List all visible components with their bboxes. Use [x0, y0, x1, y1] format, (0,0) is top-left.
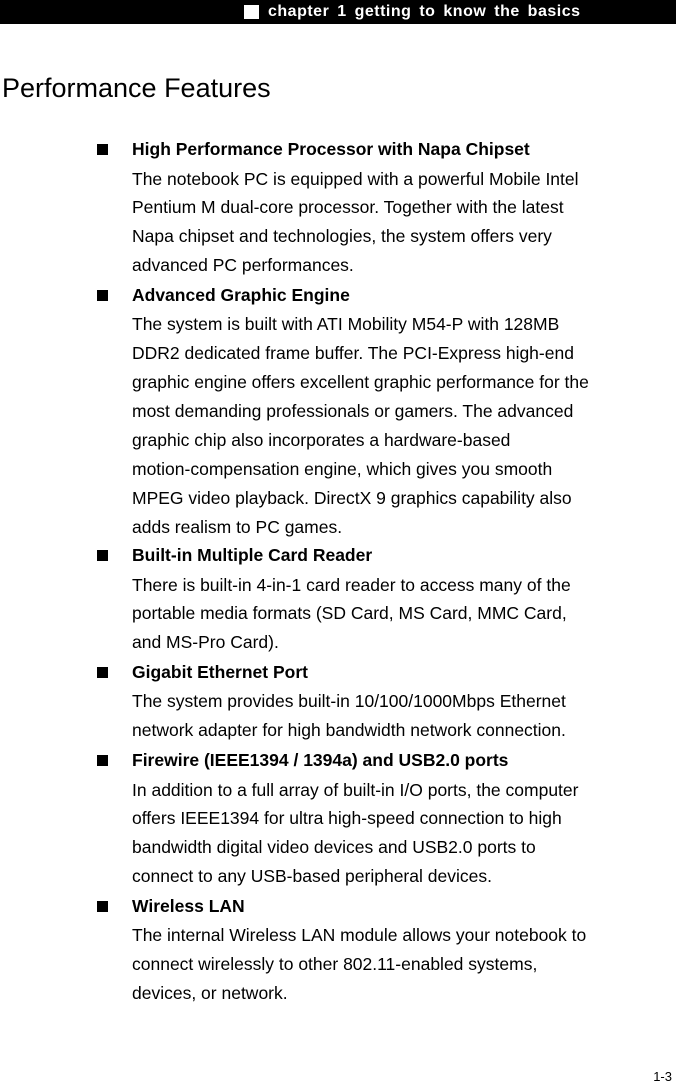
square-bullet-icon — [97, 755, 108, 766]
feature-description-line: network adapter for high bandwidth network connection. — [132, 720, 566, 740]
feature-description-line: In addition to a full array of built-in I/O ports, the computer — [132, 780, 579, 800]
feature-description-line: portable media formats (SD Card, MS Card, MMC Card, — [132, 603, 567, 623]
feature-description-line: MPEG video playback. DirectX 9 graphics capability also — [132, 488, 572, 508]
feature-title: Gigabit Ethernet Port — [132, 662, 308, 682]
feature-description-line: advanced PC performances. — [132, 255, 354, 275]
feature-title: Built-in Multiple Card Reader — [132, 545, 373, 565]
feature-description-line: offers IEEE1394 for ultra high-speed connection to high — [132, 808, 562, 828]
feature-description-line: DDR2 dedicated frame buffer. The PCI-Express high-end — [132, 343, 574, 363]
chapter-header-bar — [0, 0, 676, 24]
feature-title: Firewire (IEEE1394 / 1394a) and USB2.0 ports — [132, 750, 509, 770]
feature-description-line: and MS-Pro Card). — [132, 632, 279, 652]
square-bullet-icon — [97, 550, 108, 561]
square-bullet-icon — [97, 290, 108, 301]
feature-description-line: bandwidth digital video devices and USB2.0 ports to — [132, 837, 536, 857]
square-bullet-icon — [97, 144, 108, 155]
feature-description-line: most demanding professionals or gamers. The advanced — [132, 401, 574, 421]
feature-description-line: The notebook PC is equipped with a powerful Mobile Intel — [132, 169, 579, 189]
chapter-label: chapter 1 getting to know the basics — [268, 3, 581, 20]
feature-description-line: devices, or network. — [132, 983, 288, 1003]
feature-description-line: There is built-in 4-in-1 card reader to access many of the — [132, 575, 571, 595]
feature-description-line: Napa chipset and technologies, the system offers very — [132, 226, 552, 246]
page-number: 1-3 — [653, 1069, 672, 1084]
feature-title: Wireless LAN — [132, 896, 245, 916]
feature-title: Advanced Graphic Engine — [132, 285, 350, 305]
page-title: Performance Features — [2, 73, 271, 103]
feature-description-line: motion-compensation engine, which gives you smooth — [132, 459, 553, 479]
feature-description-line: The system provides built-in 10/100/1000Mbps Ethernet — [132, 691, 566, 711]
chapter-marker-icon — [244, 5, 259, 19]
feature-description-line: The system is built with ATI Mobility M54-P with 128MB — [132, 314, 560, 334]
feature-description-line: Pentium M dual-core processor. Together with the latest — [132, 197, 564, 217]
square-bullet-icon — [97, 667, 108, 678]
feature-description-line: graphic chip also incorporates a hardware-based — [132, 430, 511, 450]
feature-title: High Performance Processor with Napa Chipset — [132, 139, 530, 159]
feature-description-line: The internal Wireless LAN module allows your notebook to — [132, 925, 587, 945]
square-bullet-icon — [97, 901, 108, 912]
feature-description-line: adds realism to PC games. — [132, 517, 343, 537]
feature-description-line: graphic engine offers excellent graphic performance for the — [132, 372, 589, 392]
feature-description-line: connect to any USB-based peripheral devices. — [132, 866, 492, 886]
feature-description-line: connect wirelessly to other 802.11-enabled systems, — [132, 954, 538, 974]
